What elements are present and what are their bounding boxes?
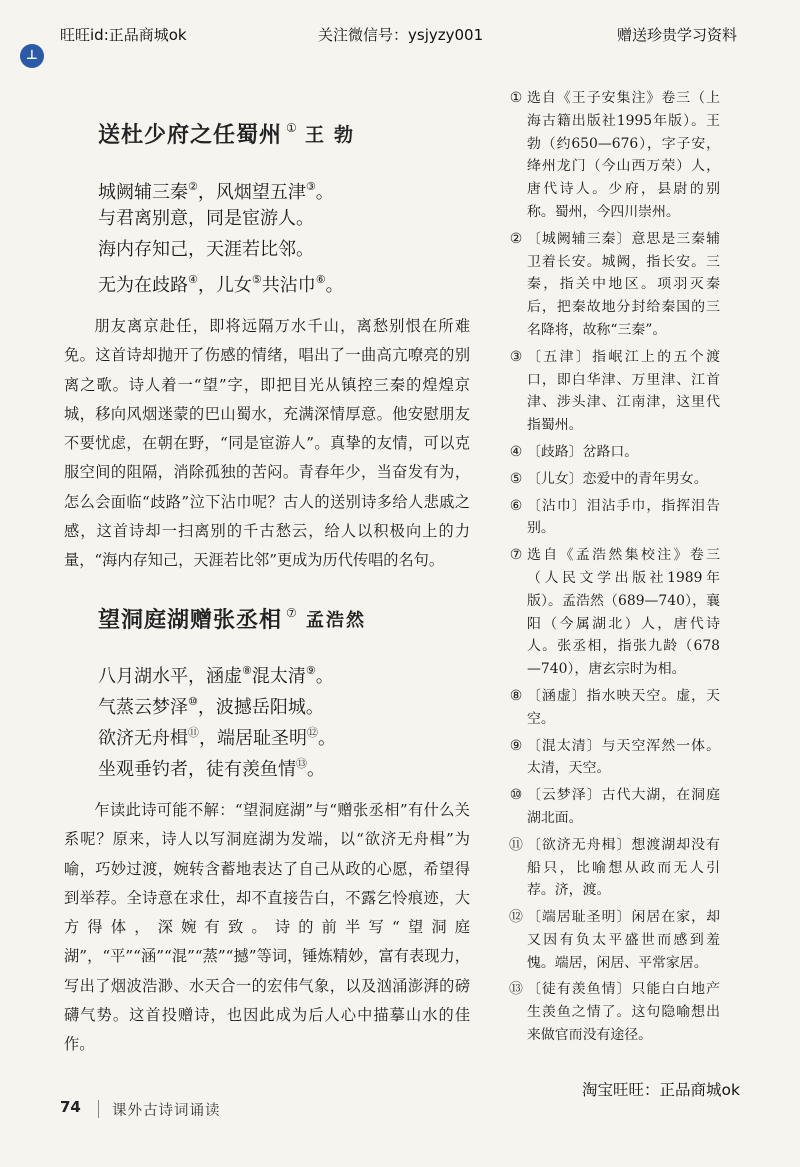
- book-title: 课外古诗词诵读: [112, 1103, 221, 1119]
- footnote-text: 〔混太清〕与天空浑然一体。太清，天空。: [527, 737, 720, 777]
- footnote-number: ⑬: [509, 981, 523, 998]
- note-marker: ⑧: [242, 664, 252, 677]
- poem-line: 无为在歧路④，儿女⑤共沾巾⑥。: [98, 273, 344, 296]
- note-marker: ⑬: [296, 757, 307, 770]
- footnote-text: 选自《孟浩然集校注》卷三（人民文学出版社1989年版）。孟浩然（689—740），襄阳（今属湖北）人，唐代诗人。张丞相，指张九龄（678—740），唐玄宗时为相。: [527, 547, 720, 678]
- footnote-item: [505, 495, 720, 541]
- note-marker: ⑤: [251, 273, 262, 286]
- footnote-number: ①: [509, 90, 523, 106]
- poem-line: 气蒸云梦泽⑩，波撼岳阳城。: [98, 695, 324, 718]
- header-left-text: 旺旺id:正品商城ok: [60, 26, 187, 44]
- header-right-text: 赠送珍贵学习资料: [617, 26, 738, 44]
- header-center-text: 关注微信号：ysjyzy001: [318, 26, 484, 44]
- footnote-number: ⑪: [509, 836, 523, 853]
- poem1-title-text: 送杜少府之任蜀州: [98, 123, 283, 148]
- poem1-commentary: 朋友离京赴任，即将远隔万水千山，离愁别恨在所难免。这首诗却抛开了伤感的情绪，唱出了一曲高亢嘹亮的别离之歌。诗人着一“望”字，即把目光从镇控三秦的煌煌京城，移向风烟迷蒙的巴山蜀水，充满深情厚意。他安慰朋友不要忧虑，在朝在野，“同是宦游人”。真挚的友情，可以克服空间的阻隔，消除孤独的苦闷。青春年少，当奋发有为，怎么会面临“歧路”泣下沾巾呢？古人的送别诗多给人悲戚之感，这首诗却一扫离别的千古愁云，给人以积极向上的力量，“海内存知己，天涯若比邻”更成为历代传唱的名句。: [64, 317, 470, 570]
- footnote-number: ⑥: [509, 497, 523, 514]
- note-marker: ⑥: [315, 273, 326, 286]
- footnote-item: [505, 544, 720, 681]
- footnote-text: 〔端居耻圣明〕闲居在家，却又因有负太平盛世而感到羞愧。端居，闲居、平常家居。: [527, 909, 720, 971]
- footnote-item: [505, 978, 720, 1046]
- footnote-text: 〔儿女〕恋爱中的青年男女。: [527, 470, 708, 487]
- footnote-text: 〔徒有羡鱼情〕只能白白地产生羡鱼之情了。这句隐喻想出来做官而没有途径。: [527, 981, 720, 1044]
- poem1-author: 王勃: [305, 124, 364, 146]
- footnote-item: [505, 468, 720, 491]
- publisher-logo-icon: ⊥: [20, 44, 44, 68]
- footnote-item: [505, 834, 720, 902]
- footnote-number: ③: [509, 348, 523, 365]
- page-number: 74: [60, 1098, 81, 1116]
- poem-line: 与君离别意，同是宦游人。: [98, 208, 314, 229]
- footnote-number: ⑫: [509, 909, 523, 926]
- footnote-item: [505, 784, 720, 830]
- footnote-text: 〔涵虚〕指水映天空。虚，天空。: [527, 687, 720, 727]
- poem2-title-note-marker: ⑦: [286, 605, 298, 620]
- poem-line: 八月湖水平，涵虚⑧混太清⑨。: [98, 664, 334, 687]
- footnote-number: ⑤: [509, 470, 523, 487]
- footnote-text: 〔歧路〕岔路口。: [527, 443, 639, 460]
- footnote-text: 选自《王子安集注》卷三（上海古籍出版社1995年版）。王勃（约650—676），字子安，绛州龙门（今山西万荣）人，唐代诗人。少府，县尉的别称。蜀州，今四川崇州。: [527, 90, 720, 220]
- footnote-text: 〔欲济无舟楫〕想渡湖却没有船只，比喻想从政而无人引荐。济，渡。: [527, 836, 720, 899]
- footnote-item: [505, 228, 720, 342]
- footnote-item: [505, 735, 720, 781]
- poem-line: 城阙辅三秦②，风烟望五津③。: [98, 180, 334, 203]
- footnote-text: 〔五津〕指岷江上的五个渡口，即白华津、万里津、江首津、涉头津、江南津，这里代指蜀州。: [527, 348, 720, 434]
- note-marker: ⑩: [188, 695, 198, 708]
- footnote-number: ④: [509, 443, 523, 460]
- footnote-number: ⑩: [509, 787, 523, 804]
- poem2-commentary: 乍读此诗可能不解：“望洞庭湖”与“赠张丞相”有什么关系呢？原来，诗人以写洞庭湖为发端，以“欲济无舟楫”为喻，巧妙过渡，婉转含蓄地表达了自己从政的心愿，希望得到举荐。全诗意在求仕，却不直接告白，不露乞怜痕迹，大方得体，深婉有致。诗的前半写“望洞庭湖”，“平”“涵”“混”“蒸”“撼”等词，锤炼精妙，富有表现力，写出了烟波浩渺、水天合一的宏伟气象，以及汹涌澎湃的磅礴气势。这首投赠诗，也因此成为后人心中描摹山水的佳作。: [64, 801, 470, 1054]
- footnote-item: [505, 685, 720, 731]
- footnote-number: ⑨: [509, 737, 523, 754]
- note-marker: ⑪: [188, 726, 199, 739]
- poem1-title-note-marker: ①: [286, 120, 298, 135]
- footnote-number: ⑧: [509, 687, 523, 704]
- footer-divider: [98, 1100, 99, 1118]
- footnotes-column: [505, 87, 720, 1051]
- footnote-item: [505, 906, 720, 974]
- footnote-item: [505, 87, 720, 224]
- footnote-text: 〔城阙辅三秦〕意思是三秦辅卫着长安。城阙，指长安。三秦，指关中地区。项羽灭秦后，把秦故地分封给秦国的三名降将，故称“三秦”。: [527, 230, 720, 338]
- poem2-title-text: 望洞庭湖赠张丞相: [98, 608, 283, 633]
- poem-line: 欲济无舟楫⑪，端居耻圣明⑫。: [98, 726, 336, 749]
- note-marker: ④: [188, 273, 198, 286]
- footnote-number: ⑦: [509, 547, 523, 564]
- footnote-item: [505, 346, 720, 437]
- footnote-number: ②: [509, 230, 523, 247]
- footnote-item: [505, 441, 720, 464]
- poem1-title: [98, 118, 298, 149]
- poem-line: 坐观垂钓者，徒有羡鱼情⑬。: [98, 757, 325, 780]
- note-marker: ③: [305, 180, 316, 193]
- footnote-text: 〔沾巾〕泪沾手巾，指挥泪告别。: [527, 497, 720, 537]
- poem2-body: [98, 656, 336, 780]
- note-marker: ⑫: [307, 726, 318, 739]
- poem2-author: 孟浩然: [306, 610, 366, 631]
- poem-line: 海内存知己，天涯若比邻。: [98, 239, 314, 260]
- poem2-title: [98, 603, 298, 634]
- note-marker: ②: [188, 180, 198, 193]
- note-marker: ⑨: [305, 664, 316, 677]
- poem1-body: [98, 172, 344, 296]
- footnote-text: 〔云梦泽〕古代大湖，在洞庭湖北面。: [527, 787, 720, 826]
- taobao-watermark-text: 淘宝旺旺：正品商城ok: [582, 1081, 740, 1099]
